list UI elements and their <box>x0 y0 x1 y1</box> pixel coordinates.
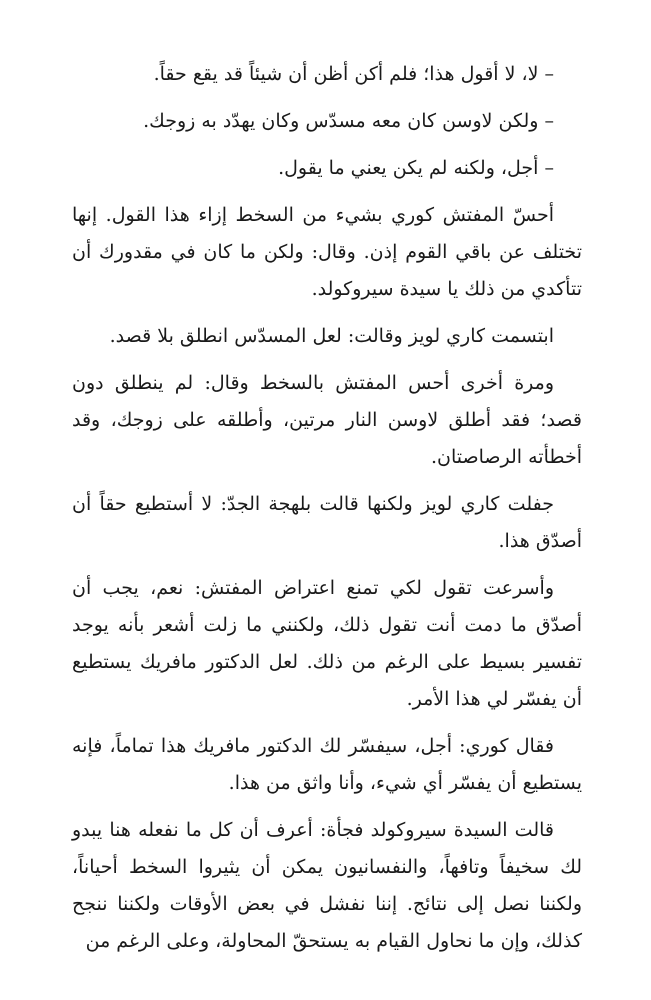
paragraph-simple-explanation: وأسرعت تقول لكي تمنع اعتراض المفتش: نعم، يجب أن أصدّق ما دمت أنت تقول ذلك، ولكنني ما زلت أشعر بأنه يوجد تفسير بسيط على الرغم من ذلك. لعل الدكتور مافريك يستطيع أن يفسّر لي هذا الأمر. <box>72 577 582 710</box>
paragraph-carrie-startled: جفلت كاري لويز ولكنها قالت بلهجة الجدّ: لا أستطيع حقاً أن أصدّق هذا. <box>72 493 582 552</box>
paragraph-carrie-smile: ابتسمت كاري لويز وقالت: لعل المسدّس انطلق بلا قصد. <box>109 325 554 347</box>
dialog-line-1: – لا، لا أقول هذا؛ فلم أكن أظن أن شيئاً قد يقع حقاً. <box>153 63 554 85</box>
paragraph-curry-reply: فقال كوري: أجل، سيفسّر لك الدكتور مافريك هذا تماماً، فإنه يستطيع أن يفسّر أي شيء، وأنا واثق من هذا. <box>72 735 582 794</box>
paragraph-serrocold-sudden: قالت السيدة سيروكولد فجأة: أعرف أن كل ما نفعله هنا يبدو لك سخيفاً وتافهاً، والنفسانيون يمكن أن يثيروا السخط أحياناً، ولكننا نصل إلى نتائج. إننا نفشل في بعض الأوقات ولكننا ننجح كذلك، وإن ما نحاول القيام به يستحقّ المحاولة، وعلى الرغم من <box>72 819 582 952</box>
dialog-line-3: – أجل، ولكنه لم يكن يعني ما يقول. <box>278 157 554 179</box>
paragraph-two-shots: ومرة أخرى أحس المفتش بالسخط وقال: لم ينطلق دون قصد؛ فقد أطلق لاوسن النار مرتين، وأطلقه على زوجك، وقد أخطأته الرصاصتان. <box>72 372 582 468</box>
book-page <box>72 56 582 970</box>
dialog-line-2: – ولكن لاوسن كان معه مسدّس وكان يهدّد به زوجك. <box>143 110 554 132</box>
paragraph-inspector-anger: أحسّ المفتش كوري بشيء من السخط إزاء هذا القول. إنها تختلف عن باقي القوم إذن. وقال: ولكن ما كان في مقدورك أن تتأكدي من ذلك يا سيدة سيروكولد. <box>72 204 582 300</box>
